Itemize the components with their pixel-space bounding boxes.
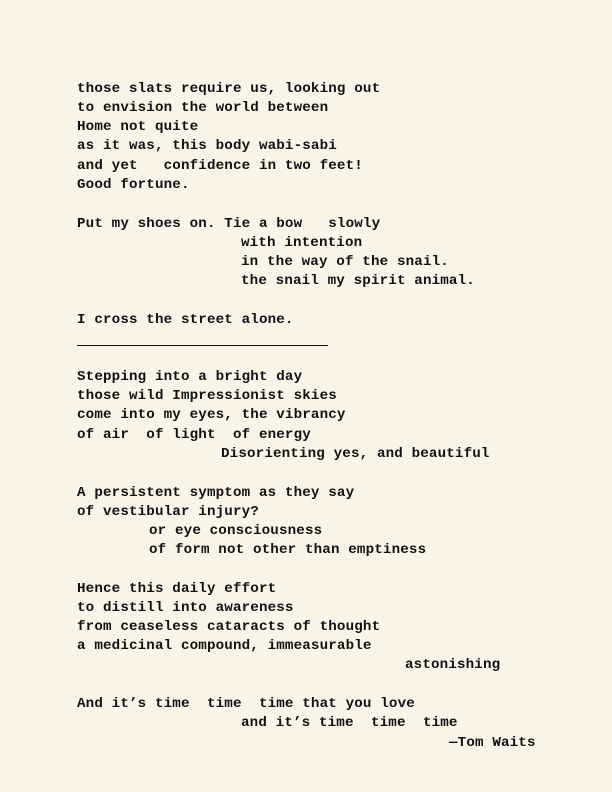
poem-line: Good fortune.: [77, 177, 190, 193]
poem-line: and it’s time time time: [241, 715, 458, 731]
section-divider: [77, 345, 328, 346]
poem-line: Home not quite: [77, 119, 199, 135]
attribution: —Tom Waits: [449, 735, 536, 751]
poem-line: as it was, this body wabi-sabi: [77, 138, 337, 154]
poem-line: with intention: [241, 235, 363, 251]
poem-line: and yet confidence in two feet!: [77, 158, 363, 174]
poem-line: those slats require us, looking out: [77, 81, 381, 97]
poem-line: A persistent symptom as they say: [77, 485, 355, 501]
poem-line: And it’s time time time that you love: [77, 696, 415, 712]
poem-line: Put my shoes on. Tie a bow slowly: [77, 216, 381, 232]
poem-line: to envision the world between: [77, 100, 329, 116]
poem-line: of form not other than emptiness: [149, 542, 427, 558]
poem-line: from ceaseless cataracts of thought: [77, 619, 381, 635]
poem-line: to distill into awareness: [77, 600, 294, 616]
poem-line: of vestibular injury?: [77, 504, 259, 520]
poem-line: of air of light of energy: [77, 427, 311, 443]
poem-line: Hence this daily effort: [77, 581, 277, 597]
poem-line: in the way of the snail.: [241, 254, 449, 270]
poem-line: or eye consciousness: [149, 523, 323, 539]
poem-line: a medicinal compound, immeasurable: [77, 638, 372, 654]
poem-line: Disorienting yes, and beautiful: [221, 446, 490, 462]
poem-line: Stepping into a bright day: [77, 369, 303, 385]
poem-line: those wild Impressionist skies: [77, 388, 337, 404]
poem-line: the snail my spirit animal.: [241, 273, 475, 289]
poem-line: I cross the street alone.: [77, 312, 294, 328]
poem-line: astonishing: [405, 657, 501, 673]
poem-line: come into my eyes, the vibrancy: [77, 407, 346, 423]
